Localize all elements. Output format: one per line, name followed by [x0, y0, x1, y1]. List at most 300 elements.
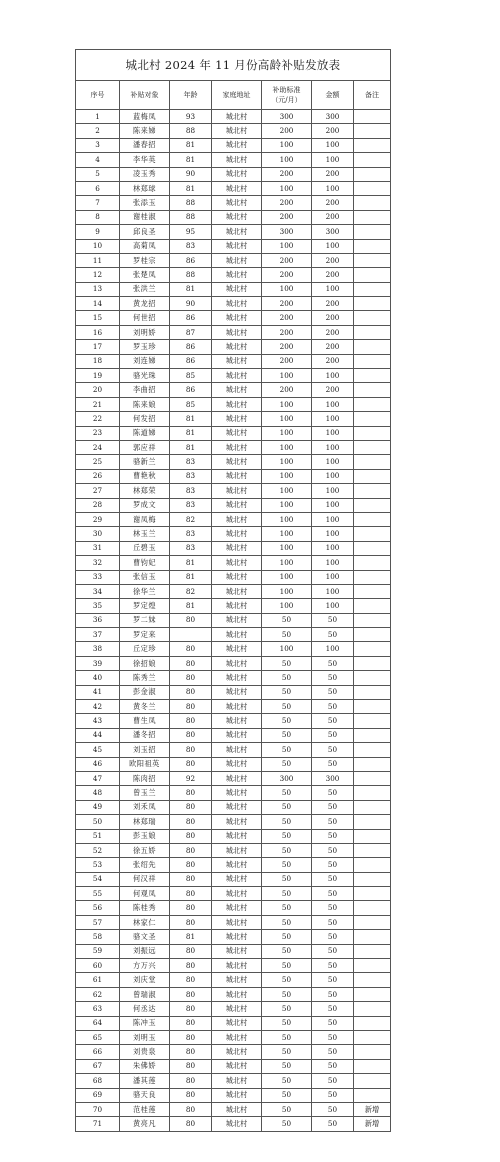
cell-remarks — [354, 196, 391, 210]
cell-address: 城北村 — [212, 656, 262, 670]
cell-address: 城北村 — [212, 757, 262, 771]
cell-amount: 50 — [312, 930, 354, 944]
cell-index: 38 — [76, 642, 120, 656]
cell-standard: 100 — [262, 469, 312, 483]
cell-index: 45 — [76, 743, 120, 757]
table-row — [76, 613, 391, 627]
header-remarks: 备注 — [354, 81, 391, 110]
cell-age: 80 — [170, 728, 212, 742]
cell-index: 65 — [76, 1031, 120, 1045]
cell-age: 85 — [170, 397, 212, 411]
cell-age: 80 — [170, 829, 212, 843]
cell-index: 64 — [76, 1016, 120, 1030]
cell-index: 60 — [76, 959, 120, 973]
cell-remarks — [354, 915, 391, 929]
cell-address: 城北村 — [212, 771, 262, 785]
cell-recipient: 张楚凤 — [120, 268, 170, 282]
cell-standard: 100 — [262, 181, 312, 195]
cell-age: 86 — [170, 354, 212, 368]
cell-age: 80 — [170, 987, 212, 1001]
cell-standard: 100 — [262, 153, 312, 167]
cell-standard: 100 — [262, 455, 312, 469]
cell-recipient: 刘贵泉 — [120, 1045, 170, 1059]
cell-recipient: 林郑球 — [120, 181, 170, 195]
cell-recipient: 李曲招 — [120, 383, 170, 397]
cell-age: 82 — [170, 584, 212, 598]
cell-amount: 200 — [312, 253, 354, 267]
cell-age: 85 — [170, 369, 212, 383]
cell-index: 63 — [76, 1002, 120, 1016]
cell-recipient: 黄冬兰 — [120, 700, 170, 714]
cell-standard: 50 — [262, 656, 312, 670]
cell-amount: 100 — [312, 541, 354, 555]
cell-amount: 300 — [312, 225, 354, 239]
cell-address: 城北村 — [212, 728, 262, 742]
cell-recipient: 何发招 — [120, 412, 170, 426]
cell-amount: 50 — [312, 1016, 354, 1030]
cell-age: 88 — [170, 124, 212, 138]
table-row — [76, 1088, 391, 1102]
cell-age: 83 — [170, 484, 212, 498]
cell-amount: 200 — [312, 167, 354, 181]
cell-address: 城北村 — [212, 455, 262, 469]
cell-address: 城北村 — [212, 426, 262, 440]
table-row — [76, 628, 391, 642]
table-row — [76, 1059, 391, 1073]
cell-age: 82 — [170, 512, 212, 526]
cell-recipient: 骆天良 — [120, 1088, 170, 1102]
table-row — [76, 181, 391, 195]
cell-recipient: 凌玉秀 — [120, 167, 170, 181]
cell-amount: 200 — [312, 354, 354, 368]
cell-remarks — [354, 714, 391, 728]
table-row — [76, 124, 391, 138]
cell-address: 城北村 — [212, 181, 262, 195]
cell-recipient: 曹生凤 — [120, 714, 170, 728]
cell-standard: 100 — [262, 570, 312, 584]
cell-age: 80 — [170, 843, 212, 857]
cell-remarks — [354, 440, 391, 454]
cell-age: 81 — [170, 930, 212, 944]
cell-index: 30 — [76, 527, 120, 541]
cell-index: 13 — [76, 282, 120, 296]
cell-recipient: 高菊凤 — [120, 239, 170, 253]
cell-index: 55 — [76, 887, 120, 901]
cell-address: 城北村 — [212, 599, 262, 613]
cell-age: 90 — [170, 297, 212, 311]
subsidy-sheet — [75, 49, 390, 1132]
cell-amount: 50 — [312, 613, 354, 627]
cell-standard: 50 — [262, 901, 312, 915]
cell-address: 城北村 — [212, 1045, 262, 1059]
cell-amount: 50 — [312, 843, 354, 857]
cell-index: 43 — [76, 714, 120, 728]
table-row — [76, 426, 391, 440]
cell-remarks — [354, 110, 391, 124]
cell-amount: 200 — [312, 311, 354, 325]
cell-amount: 50 — [312, 829, 354, 843]
table-row — [76, 671, 391, 685]
cell-standard: 100 — [262, 138, 312, 152]
cell-age: 80 — [170, 757, 212, 771]
cell-age: 80 — [170, 700, 212, 714]
cell-standard: 50 — [262, 887, 312, 901]
cell-amount: 300 — [312, 110, 354, 124]
cell-recipient: 陈来娘 — [120, 397, 170, 411]
cell-amount: 100 — [312, 469, 354, 483]
cell-recipient: 骆文圣 — [120, 930, 170, 944]
cell-index: 69 — [76, 1088, 120, 1102]
table-row — [76, 786, 391, 800]
table-row — [76, 167, 391, 181]
cell-age: 81 — [170, 153, 212, 167]
cell-index: 21 — [76, 397, 120, 411]
cell-remarks — [354, 987, 391, 1001]
cell-standard: 100 — [262, 369, 312, 383]
cell-amount: 100 — [312, 412, 354, 426]
cell-age: 81 — [170, 599, 212, 613]
cell-age: 88 — [170, 268, 212, 282]
cell-amount: 100 — [312, 369, 354, 383]
cell-amount: 50 — [312, 1102, 354, 1116]
cell-recipient: 何汉祥 — [120, 872, 170, 886]
cell-remarks — [354, 167, 391, 181]
cell-amount: 200 — [312, 297, 354, 311]
cell-amount: 50 — [312, 987, 354, 1001]
cell-recipient: 曹艳秋 — [120, 469, 170, 483]
cell-remarks — [354, 671, 391, 685]
cell-recipient: 李华英 — [120, 153, 170, 167]
cell-recipient: 刘连娣 — [120, 354, 170, 368]
cell-index: 1 — [76, 110, 120, 124]
cell-index: 9 — [76, 225, 120, 239]
cell-remarks — [354, 584, 391, 598]
cell-amount: 50 — [312, 858, 354, 872]
table-row — [76, 1045, 391, 1059]
cell-amount: 50 — [312, 1002, 354, 1016]
cell-remarks — [354, 239, 391, 253]
cell-index: 4 — [76, 153, 120, 167]
cell-standard: 50 — [262, 959, 312, 973]
cell-recipient: 陈冲玉 — [120, 1016, 170, 1030]
cell-index: 53 — [76, 858, 120, 872]
table-row — [76, 397, 391, 411]
cell-standard: 50 — [262, 829, 312, 843]
cell-index: 8 — [76, 210, 120, 224]
cell-age: 80 — [170, 1059, 212, 1073]
cell-age: 83 — [170, 469, 212, 483]
cell-amount: 100 — [312, 181, 354, 195]
cell-standard: 50 — [262, 1031, 312, 1045]
cell-standard: 50 — [262, 944, 312, 958]
cell-remarks — [354, 354, 391, 368]
cell-recipient: 潘冬招 — [120, 728, 170, 742]
cell-recipient: 徐招娘 — [120, 656, 170, 670]
cell-address: 城北村 — [212, 512, 262, 526]
cell-age: 80 — [170, 714, 212, 728]
cell-recipient: 潘春招 — [120, 138, 170, 152]
cell-age: 81 — [170, 181, 212, 195]
cell-index: 6 — [76, 181, 120, 195]
cell-standard: 200 — [262, 196, 312, 210]
cell-remarks — [354, 484, 391, 498]
cell-age: 80 — [170, 872, 212, 886]
cell-remarks — [354, 642, 391, 656]
cell-index: 2 — [76, 124, 120, 138]
cell-amount: 50 — [312, 901, 354, 915]
cell-address: 城北村 — [212, 484, 262, 498]
cell-recipient: 丘定珍 — [120, 642, 170, 656]
cell-remarks — [354, 829, 391, 843]
cell-age: 80 — [170, 973, 212, 987]
cell-index: 66 — [76, 1045, 120, 1059]
cell-address: 城北村 — [212, 124, 262, 138]
cell-amount: 50 — [312, 1074, 354, 1088]
cell-address: 城北村 — [212, 959, 262, 973]
cell-amount: 100 — [312, 527, 354, 541]
cell-recipient: 林家仁 — [120, 915, 170, 929]
cell-standard: 50 — [262, 872, 312, 886]
cell-recipient: 罗定煌 — [120, 599, 170, 613]
cell-standard: 50 — [262, 915, 312, 929]
table-row — [76, 1074, 391, 1088]
cell-amount: 50 — [312, 671, 354, 685]
cell-address: 城北村 — [212, 1102, 262, 1116]
cell-recipient: 徐华兰 — [120, 584, 170, 598]
cell-recipient: 邱良圣 — [120, 225, 170, 239]
table-row — [76, 815, 391, 829]
cell-remarks — [354, 181, 391, 195]
cell-age: 80 — [170, 656, 212, 670]
cell-recipient: 郭应祥 — [120, 440, 170, 454]
cell-recipient: 张信玉 — [120, 570, 170, 584]
cell-amount: 50 — [312, 1059, 354, 1073]
cell-address: 城北村 — [212, 714, 262, 728]
cell-amount: 100 — [312, 599, 354, 613]
cell-standard: 100 — [262, 527, 312, 541]
cell-standard: 50 — [262, 685, 312, 699]
cell-index: 33 — [76, 570, 120, 584]
cell-index: 7 — [76, 196, 120, 210]
cell-address: 城北村 — [212, 613, 262, 627]
cell-amount: 100 — [312, 498, 354, 512]
cell-remarks — [354, 872, 391, 886]
cell-age: 80 — [170, 671, 212, 685]
table-row — [76, 1102, 391, 1116]
cell-recipient: 曹钧妃 — [120, 556, 170, 570]
cell-amount: 100 — [312, 397, 354, 411]
table-row — [76, 915, 391, 929]
cell-address: 城北村 — [212, 311, 262, 325]
table-row — [76, 311, 391, 325]
cell-standard: 100 — [262, 556, 312, 570]
cell-amount: 50 — [312, 714, 354, 728]
cell-amount: 200 — [312, 210, 354, 224]
table-row — [76, 325, 391, 339]
cell-amount: 50 — [312, 1117, 354, 1131]
cell-index: 61 — [76, 973, 120, 987]
table-row — [76, 642, 391, 656]
table-row — [76, 743, 391, 757]
cell-address: 城北村 — [212, 1074, 262, 1088]
cell-remarks — [354, 815, 391, 829]
cell-index: 12 — [76, 268, 120, 282]
cell-amount: 100 — [312, 642, 354, 656]
cell-amount: 200 — [312, 268, 354, 282]
cell-recipient: 欧阳祖英 — [120, 757, 170, 771]
cell-recipient: 罗玉珍 — [120, 340, 170, 354]
cell-index: 15 — [76, 311, 120, 325]
cell-age: 80 — [170, 815, 212, 829]
cell-amount: 100 — [312, 484, 354, 498]
cell-index: 17 — [76, 340, 120, 354]
cell-remarks — [354, 1059, 391, 1073]
cell-remarks — [354, 570, 391, 584]
cell-amount: 100 — [312, 556, 354, 570]
cell-age: 83 — [170, 541, 212, 555]
cell-amount: 50 — [312, 944, 354, 958]
cell-remarks — [354, 1045, 391, 1059]
cell-address: 城北村 — [212, 973, 262, 987]
table-row — [76, 469, 391, 483]
cell-index: 37 — [76, 628, 120, 642]
cell-index: 50 — [76, 815, 120, 829]
table-row — [76, 771, 391, 785]
cell-remarks: 新增 — [354, 1117, 391, 1131]
cell-index: 22 — [76, 412, 120, 426]
cell-address: 城北村 — [212, 110, 262, 124]
cell-amount: 50 — [312, 800, 354, 814]
cell-amount: 50 — [312, 872, 354, 886]
table-row — [76, 412, 391, 426]
cell-standard: 50 — [262, 1074, 312, 1088]
cell-index: 18 — [76, 354, 120, 368]
cell-remarks — [354, 268, 391, 282]
cell-age: 80 — [170, 1031, 212, 1045]
table-row — [76, 153, 391, 167]
cell-standard: 200 — [262, 210, 312, 224]
cell-recipient: 彭玉娘 — [120, 829, 170, 843]
cell-age: 80 — [170, 800, 212, 814]
cell-address: 城北村 — [212, 196, 262, 210]
cell-recipient: 陈桂秀 — [120, 901, 170, 915]
cell-address: 城北村 — [212, 253, 262, 267]
cell-amount: 100 — [312, 512, 354, 526]
cell-index: 34 — [76, 584, 120, 598]
table-row — [76, 1016, 391, 1030]
table-row — [76, 1117, 391, 1131]
table-row — [76, 1031, 391, 1045]
table-row — [76, 527, 391, 541]
cell-standard: 50 — [262, 1016, 312, 1030]
cell-standard: 100 — [262, 440, 312, 454]
cell-index: 57 — [76, 915, 120, 929]
cell-age: 81 — [170, 412, 212, 426]
cell-standard: 200 — [262, 253, 312, 267]
cell-amount: 100 — [312, 138, 354, 152]
cell-standard: 50 — [262, 757, 312, 771]
cell-index: 25 — [76, 455, 120, 469]
cell-age: 80 — [170, 1102, 212, 1116]
cell-standard: 100 — [262, 484, 312, 498]
cell-recipient: 彭金淑 — [120, 685, 170, 699]
cell-remarks — [354, 887, 391, 901]
table-row — [76, 455, 391, 469]
table-row — [76, 138, 391, 152]
cell-standard: 50 — [262, 800, 312, 814]
cell-remarks — [354, 512, 391, 526]
cell-age: 80 — [170, 743, 212, 757]
cell-standard: 100 — [262, 397, 312, 411]
cell-index: 71 — [76, 1117, 120, 1131]
cell-recipient: 潘其莲 — [120, 1074, 170, 1088]
cell-index: 5 — [76, 167, 120, 181]
cell-index: 3 — [76, 138, 120, 152]
cell-remarks — [354, 138, 391, 152]
cell-amount: 100 — [312, 584, 354, 598]
cell-remarks — [354, 541, 391, 555]
header-row — [76, 81, 391, 110]
header-standard: 补助标准（元/月） — [262, 81, 312, 110]
table-row — [76, 829, 391, 843]
cell-amount: 200 — [312, 325, 354, 339]
cell-amount: 50 — [312, 1031, 354, 1045]
cell-address: 城北村 — [212, 915, 262, 929]
cell-address: 城北村 — [212, 469, 262, 483]
header-index: 序号 — [76, 81, 120, 110]
cell-address: 城北村 — [212, 743, 262, 757]
cell-age: 86 — [170, 383, 212, 397]
cell-index: 39 — [76, 656, 120, 670]
cell-recipient: 骆光珠 — [120, 369, 170, 383]
table-row — [76, 987, 391, 1001]
cell-amount: 100 — [312, 440, 354, 454]
cell-recipient: 刘禾凤 — [120, 800, 170, 814]
cell-index: 36 — [76, 613, 120, 627]
cell-recipient: 陈道娣 — [120, 426, 170, 440]
cell-age: 80 — [170, 1045, 212, 1059]
cell-index: 62 — [76, 987, 120, 1001]
cell-remarks — [354, 1088, 391, 1102]
cell-standard: 50 — [262, 1059, 312, 1073]
cell-address: 城北村 — [212, 369, 262, 383]
cell-standard: 100 — [262, 498, 312, 512]
cell-recipient: 刘明娇 — [120, 325, 170, 339]
cell-age: 80 — [170, 1016, 212, 1030]
cell-recipient: 谢桂淑 — [120, 210, 170, 224]
cell-address: 城北村 — [212, 210, 262, 224]
cell-age: 80 — [170, 858, 212, 872]
cell-age: 81 — [170, 570, 212, 584]
cell-standard: 200 — [262, 383, 312, 397]
cell-recipient: 陈来娣 — [120, 124, 170, 138]
cell-amount: 100 — [312, 570, 354, 584]
cell-address: 城北村 — [212, 930, 262, 944]
cell-remarks — [354, 297, 391, 311]
cell-index: 32 — [76, 556, 120, 570]
cell-age: 80 — [170, 786, 212, 800]
table-row — [76, 239, 391, 253]
cell-amount: 50 — [312, 1088, 354, 1102]
header-amount: 金额 — [312, 81, 354, 110]
cell-address: 城北村 — [212, 138, 262, 152]
cell-standard: 50 — [262, 1102, 312, 1116]
cell-amount: 200 — [312, 340, 354, 354]
cell-amount: 50 — [312, 628, 354, 642]
cell-index: 51 — [76, 829, 120, 843]
cell-remarks — [354, 225, 391, 239]
cell-address: 城北村 — [212, 527, 262, 541]
